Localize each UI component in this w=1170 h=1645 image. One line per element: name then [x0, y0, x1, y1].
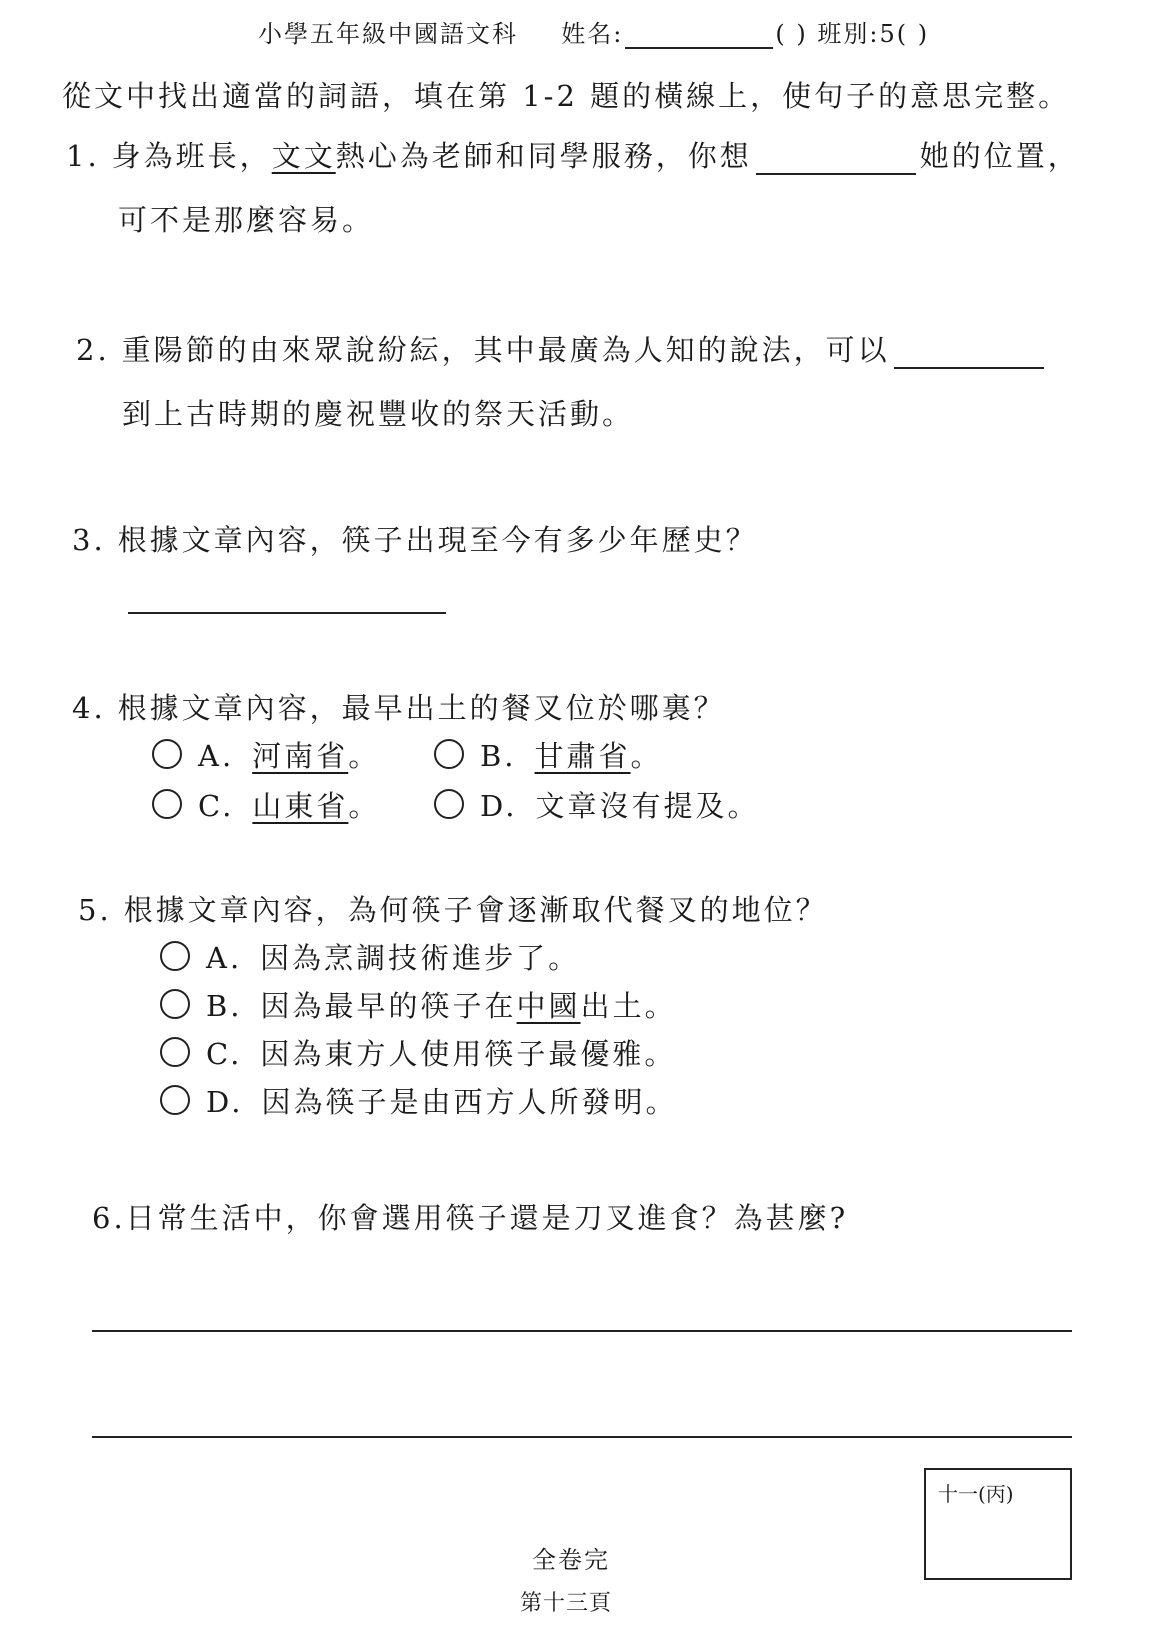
question-number: 1. [66, 139, 100, 173]
option-4d[interactable]: D. 文章沒有提及。 [434, 784, 759, 825]
question-number: 3. [72, 523, 106, 557]
class-label[interactable]: 班別:5( ) [817, 20, 930, 48]
answer-line-6b[interactable] [92, 1436, 1072, 1438]
page-number: 第十三頁 [520, 1591, 613, 1616]
instruction-text: 從文中找出適當的詞語，填在第 1-2 題的橫線上，使句子的意思完整。 [62, 79, 1071, 113]
radio-circle-icon[interactable] [152, 739, 182, 769]
option-5a[interactable]: A. 因為烹調技術進步了。 [160, 936, 580, 977]
question-6 [92, 1196, 848, 1237]
option-text: 因為東方人使用筷子最優雅。 [260, 1037, 677, 1071]
question-text: 她的位置， [919, 139, 1080, 173]
radio-circle-icon[interactable] [152, 789, 182, 819]
question-number: 6. [92, 1201, 126, 1235]
question-number: 2. [76, 333, 110, 367]
option-4b[interactable]: B. 甘肅省。 [434, 734, 663, 775]
question-text: 重陽節的由來眾說紛紜，其中最廣為人知的說法，可以 [121, 333, 890, 367]
radio-circle-icon[interactable] [160, 1037, 190, 1067]
question-text: 日常生活中，你會選用筷子還是刀叉進食？為甚麼? [125, 1201, 849, 1235]
question-2-line-2: 到上古時期的慶祝豐收的祭天活動。 [122, 397, 635, 431]
question-number: 5. [78, 893, 112, 927]
option-5b[interactable]: B. 因為最早的筷子在中國出土。 [160, 984, 677, 1025]
answer-line-3[interactable] [128, 612, 446, 614]
option-text: 因為筷子是由西方人所發明。 [261, 1085, 678, 1119]
score-box-label: 十一(丙) [938, 1482, 1014, 1506]
option-text: 文章沒有提及。 [535, 789, 760, 823]
name-label: 姓名: [561, 20, 624, 48]
option-text: 山東省 [252, 789, 349, 823]
question-number: 4. [72, 691, 106, 725]
subject-title: 小學五年級中國語文科 [258, 20, 518, 48]
question-1-line-2: 可不是那麼容易。 [118, 203, 375, 237]
score-box[interactable] [924, 1468, 1072, 1580]
proper-noun-name: 文文 [271, 139, 336, 173]
option-5d[interactable]: D. 因為筷子是由西方人所發明。 [160, 1080, 677, 1121]
question-text: 根據文章內容，為何筷子會逐漸取代餐叉的地位？ [123, 893, 828, 927]
radio-circle-icon[interactable] [434, 739, 464, 769]
answer-line-6a[interactable] [92, 1330, 1072, 1332]
name-field[interactable] [625, 47, 773, 49]
question-text: 根據文章內容，最早出土的餐叉位於哪裏？ [117, 691, 726, 725]
answer-blank-1[interactable] [756, 143, 916, 175]
option-5c[interactable]: C. 因為東方人使用筷子最優雅。 [160, 1032, 676, 1073]
radio-circle-icon[interactable] [160, 1085, 190, 1115]
end-of-paper-text: 全卷完 [532, 1546, 610, 1574]
proper-noun-place: 中國 [516, 989, 581, 1023]
option-4a[interactable]: A. 河南省。 [152, 734, 380, 775]
header [258, 14, 929, 49]
question-text: 根據文章內容，筷子出現至今有多少年歷史？ [117, 523, 758, 557]
question-3 [72, 518, 758, 559]
option-text: 甘肅省 [534, 739, 631, 773]
radio-circle-icon[interactable] [160, 989, 190, 1019]
option-text: 河南省 [252, 739, 349, 773]
question-text: 熱心為老師和同學服務，你想 [335, 139, 752, 173]
question-text: 身為班長， [111, 139, 272, 173]
radio-circle-icon[interactable] [434, 789, 464, 819]
question-2 [76, 328, 1048, 369]
option-4c[interactable]: C. 山東省。 [152, 784, 380, 825]
question-4 [72, 686, 726, 727]
question-5 [78, 888, 828, 929]
option-text: 因為烹調技術進步了。 [260, 941, 581, 975]
radio-circle-icon[interactable] [160, 941, 190, 971]
option-text: 因為最早的筷子在 [260, 989, 517, 1023]
question-1 [66, 134, 1080, 175]
answer-blank-2[interactable] [894, 337, 1044, 369]
class-number-field[interactable]: ( ) [775, 20, 808, 48]
